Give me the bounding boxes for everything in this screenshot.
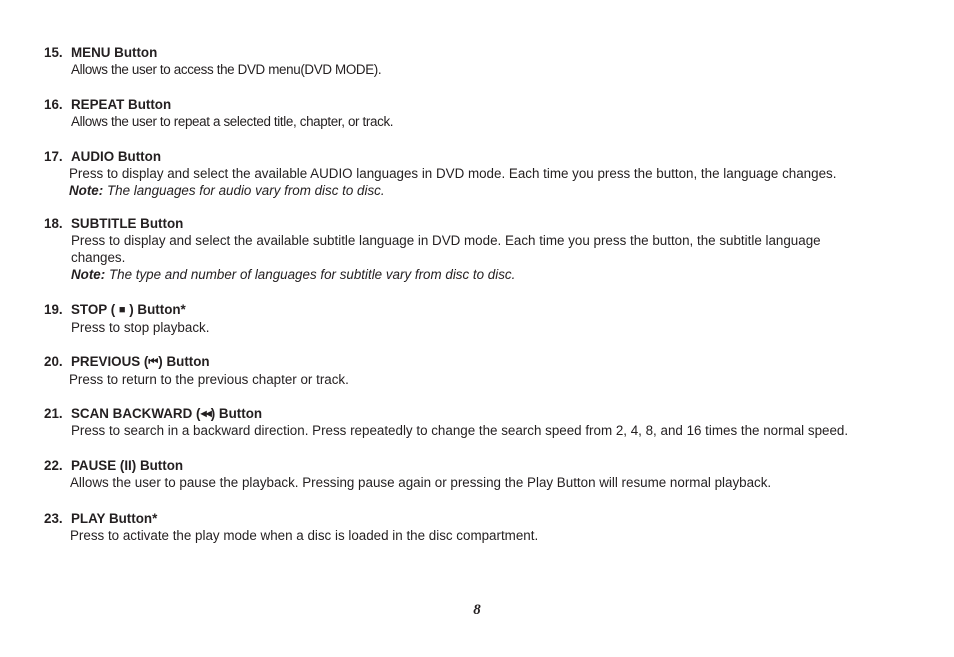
manual-item-pause bbox=[44, 457, 924, 491]
previous-track-icon: ⏮ bbox=[148, 356, 159, 368]
item-heading: 17. AUDIO Button bbox=[44, 149, 161, 164]
manual-item-scan-backward bbox=[44, 405, 924, 439]
page-number: 8 bbox=[473, 602, 481, 618]
item-description: Press to return to the previous chapter or track. bbox=[69, 372, 349, 387]
item-description: Press to activate the play mode when a disc is loaded in the disc compartment. bbox=[70, 528, 539, 543]
item-heading: 22. PAUSE (II) Button bbox=[44, 458, 184, 473]
stop-icon: ■ bbox=[118, 304, 126, 316]
item-description: Press to display and select the available subtitle language in DVD mode. Each time you press the button, the subtitle language changes. bbox=[71, 233, 821, 265]
item-heading: 21. SCAN BACKWARD (◀◀) Button bbox=[44, 406, 263, 421]
item-description: Press to stop playback. bbox=[71, 320, 210, 335]
item-heading: 16. REPEAT Button bbox=[44, 97, 172, 112]
item-heading: 19. STOP ( ■ ) Button* bbox=[44, 302, 186, 317]
item-heading: 20. PREVIOUS (⏮) Button bbox=[44, 354, 210, 369]
pause-icon: II bbox=[124, 458, 132, 473]
manual-item-previous bbox=[44, 353, 924, 388]
item-heading: 15. MENU Button bbox=[44, 45, 158, 60]
item-description: Press to search in a backward direction. Press repeatedly to change the search speed from 2, 4, 8, and 16 times the normal speed. bbox=[71, 423, 849, 438]
manual-item-stop bbox=[44, 301, 924, 336]
item-heading: 23. PLAY Button* bbox=[44, 511, 158, 526]
item-description: Allows the user to access the DVD menu(DVD MODE). bbox=[71, 62, 382, 77]
item-heading: 18. SUBTITLE Button bbox=[44, 216, 184, 231]
manual-item-audio bbox=[44, 148, 924, 199]
item-note: Note: The languages for audio vary from disc to disc. bbox=[69, 183, 385, 198]
manual-item-repeat bbox=[44, 96, 924, 130]
item-description: Allows the user to pause the playback. Pressing pause again or pressing the Play Button will resume normal playback. bbox=[70, 475, 772, 490]
rewind-icon: ◀◀ bbox=[200, 409, 211, 418]
manual-item-menu bbox=[44, 44, 924, 78]
manual-item-play bbox=[44, 510, 924, 544]
item-note: Note: The type and number of languages for subtitle vary from disc to disc. bbox=[71, 267, 516, 282]
item-description: Allows the user to repeat a selected title, chapter, or track. bbox=[71, 114, 394, 129]
manual-item-subtitle bbox=[44, 215, 924, 283]
item-description: Press to display and select the available AUDIO languages in DVD mode. Each time you press the button, the language changes. bbox=[69, 166, 837, 181]
